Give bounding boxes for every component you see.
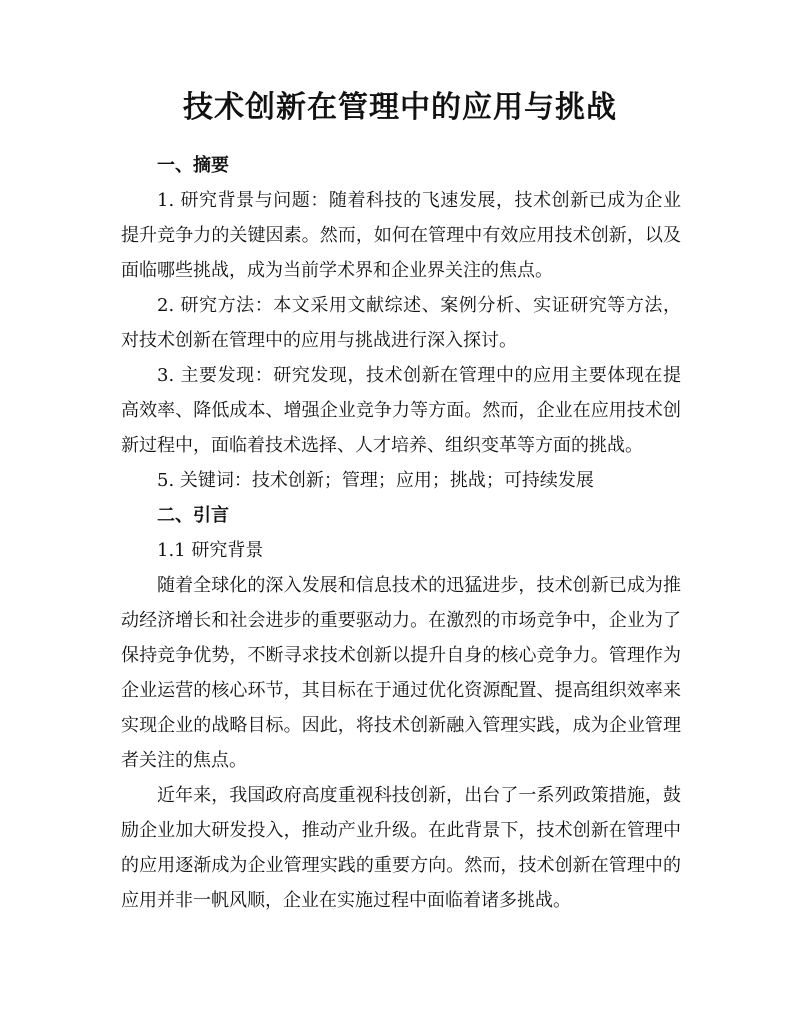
intro-paragraph: 近年来，我国政府高度重视科技创新，出台了一系列政策措施，鼓励企业加大研发投入，推动产业升级。在此背景下，技术创新在管理中的应用逐渐成为企业管理实践的重要方向。然而，技术创新在管理中的应用并非一帆风顺，企业在实施过程中面临着诸多挑战。 [121, 785, 681, 911]
section-heading-introduction: 二、引言 [157, 505, 229, 526]
section-heading-abstract: 一、摘要 [157, 155, 229, 176]
document-title: 技术创新在管理中的应用与挑战 [183, 90, 617, 125]
document-body [121, 148, 681, 918]
abstract-item-keywords: 5. 关键词：技术创新；管理；应用；挑战；可持续发展 [157, 470, 594, 491]
abstract-item-background: 1. 研究背景与问题：随着科技的飞速发展，技术创新已成为企业提升竞争力的关键因素。然而，如何在管理中有效应用技术创新，以及面临哪些挑战，成为当前学术界和企业界关注的焦点。 [121, 190, 681, 281]
intro-paragraph: 随着全球化的深入发展和信息技术的迅猛进步，技术创新已成为推动经济增长和社会进步的重要驱动力。在激烈的市场竞争中，企业为了保持竞争优势，不断寻求技术创新以提升自身的核心竞争力。管理作为企业运营的核心环节，其目标在于通过优化资源配置、提高组织效率来实现企业的战略目标。因此，将技术创新融入管理实践，成为企业管理者关注的焦点。 [121, 575, 681, 771]
abstract-item-findings: 3. 主要发现：研究发现，技术创新在管理中的应用主要体现在提高效率、降低成本、增强企业竞争力等方面。然而，企业在应用技术创新过程中，面临着技术选择、人才培养、组织变革等方面的挑战。 [121, 365, 681, 456]
subsection-heading-background: 1.1 研究背景 [157, 540, 264, 561]
abstract-item-methods: 2. 研究方法：本文采用文献综述、案例分析、实证研究等方法，对技术创新在管理中的应用与挑战进行深入探讨。 [121, 295, 681, 351]
